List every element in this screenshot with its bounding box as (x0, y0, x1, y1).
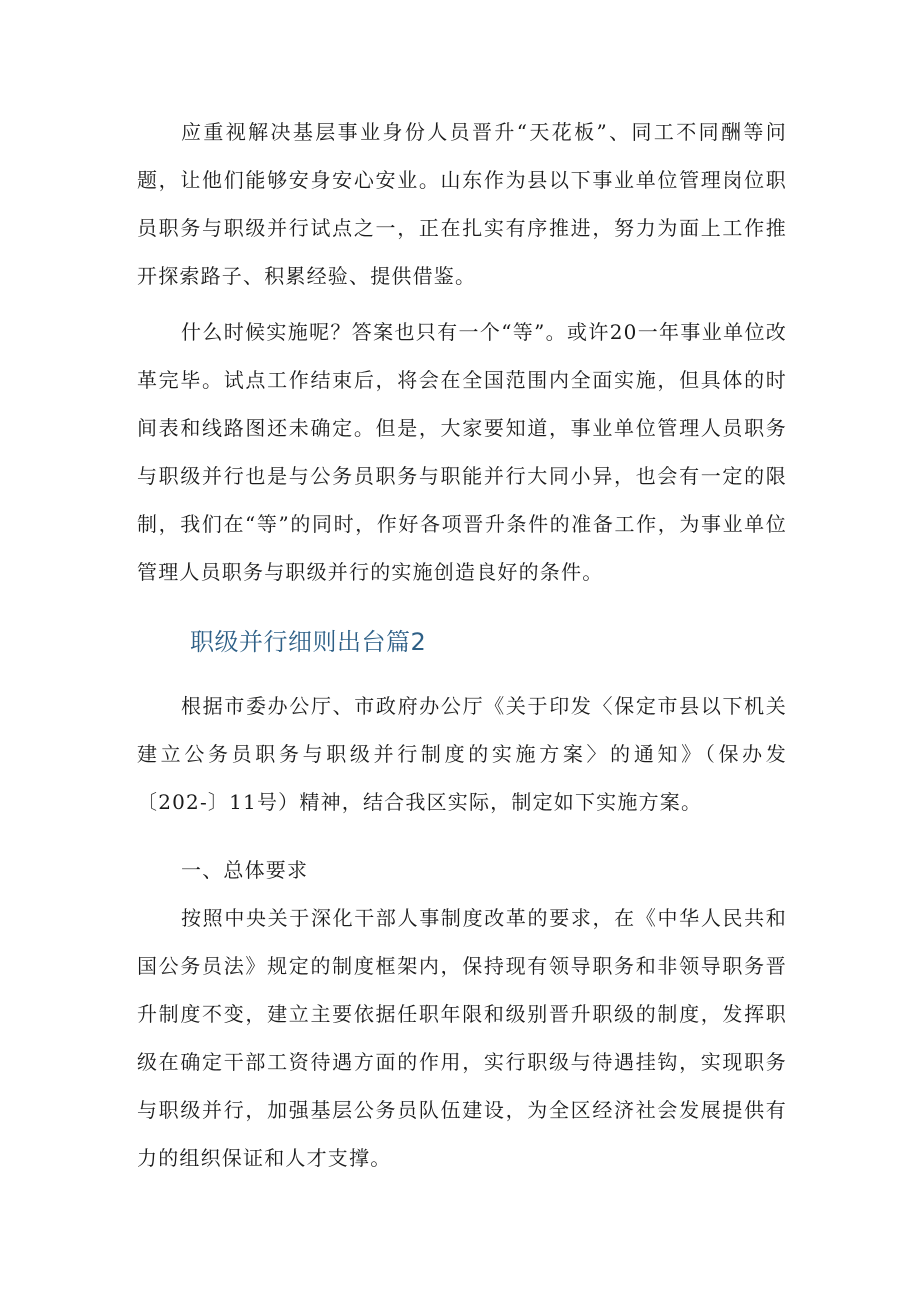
body-paragraph-1: 应重视解决基层事业身份人员晋升“天花板”、同工不同酬等问题，让他们能够安身安心安业。山东作为县以下事业单位管理岗位职员职务与职级并行试点之一，正在扎实有序推进，努力为面上工作推开探索路子、积累经验、提供借鉴。 (137, 120, 787, 288)
body-paragraph-4: 按照中央关于深化干部人事制度改革的要求，在《中华人民共和国公务员法》规定的制度框架内，保持现有领导职务和非领导职务晋升制度不变，建立主要依据任职年限和级别晋升职级的制度，发挥职级在确定干部工资待遇方面的作用，实行职级与待遇挂钩，实现职务与职级并行，加强基层公务员队伍建设，为全区经济社会发展提供有力的组织保证和人才支撑。 (137, 906, 787, 1170)
body-paragraph-3: 根据市委办公厅、市政府办公厅《关于印发〈保定市县以下机关建立公务员职务与职级并行制度的实施方案〉的通知》（保办发〔202-〕11号）精神，结合我区实际，制定如下实施方案。 (137, 694, 787, 814)
section-heading: 职级并行细则出台篇2 (190, 628, 427, 656)
subsection-title: 一、总体要求 (181, 858, 309, 882)
body-paragraph-2: 什么时候实施呢？答案也只有一个“等”。或许20一年事业单位改革完毕。试点工作结束后，将会在全国范围内全面实施，但具体的时间表和线路图还未确定。但是，大家要知道，事业单位管理人员职务与职级并行也是与公务员职务与职能并行大同小异，也会有一定的限制，我们在“等”的同时，作好各项晋升条件的准备工作，为事业单位管理人员职务与职级并行的实施创造良好的条件。 (137, 320, 787, 584)
